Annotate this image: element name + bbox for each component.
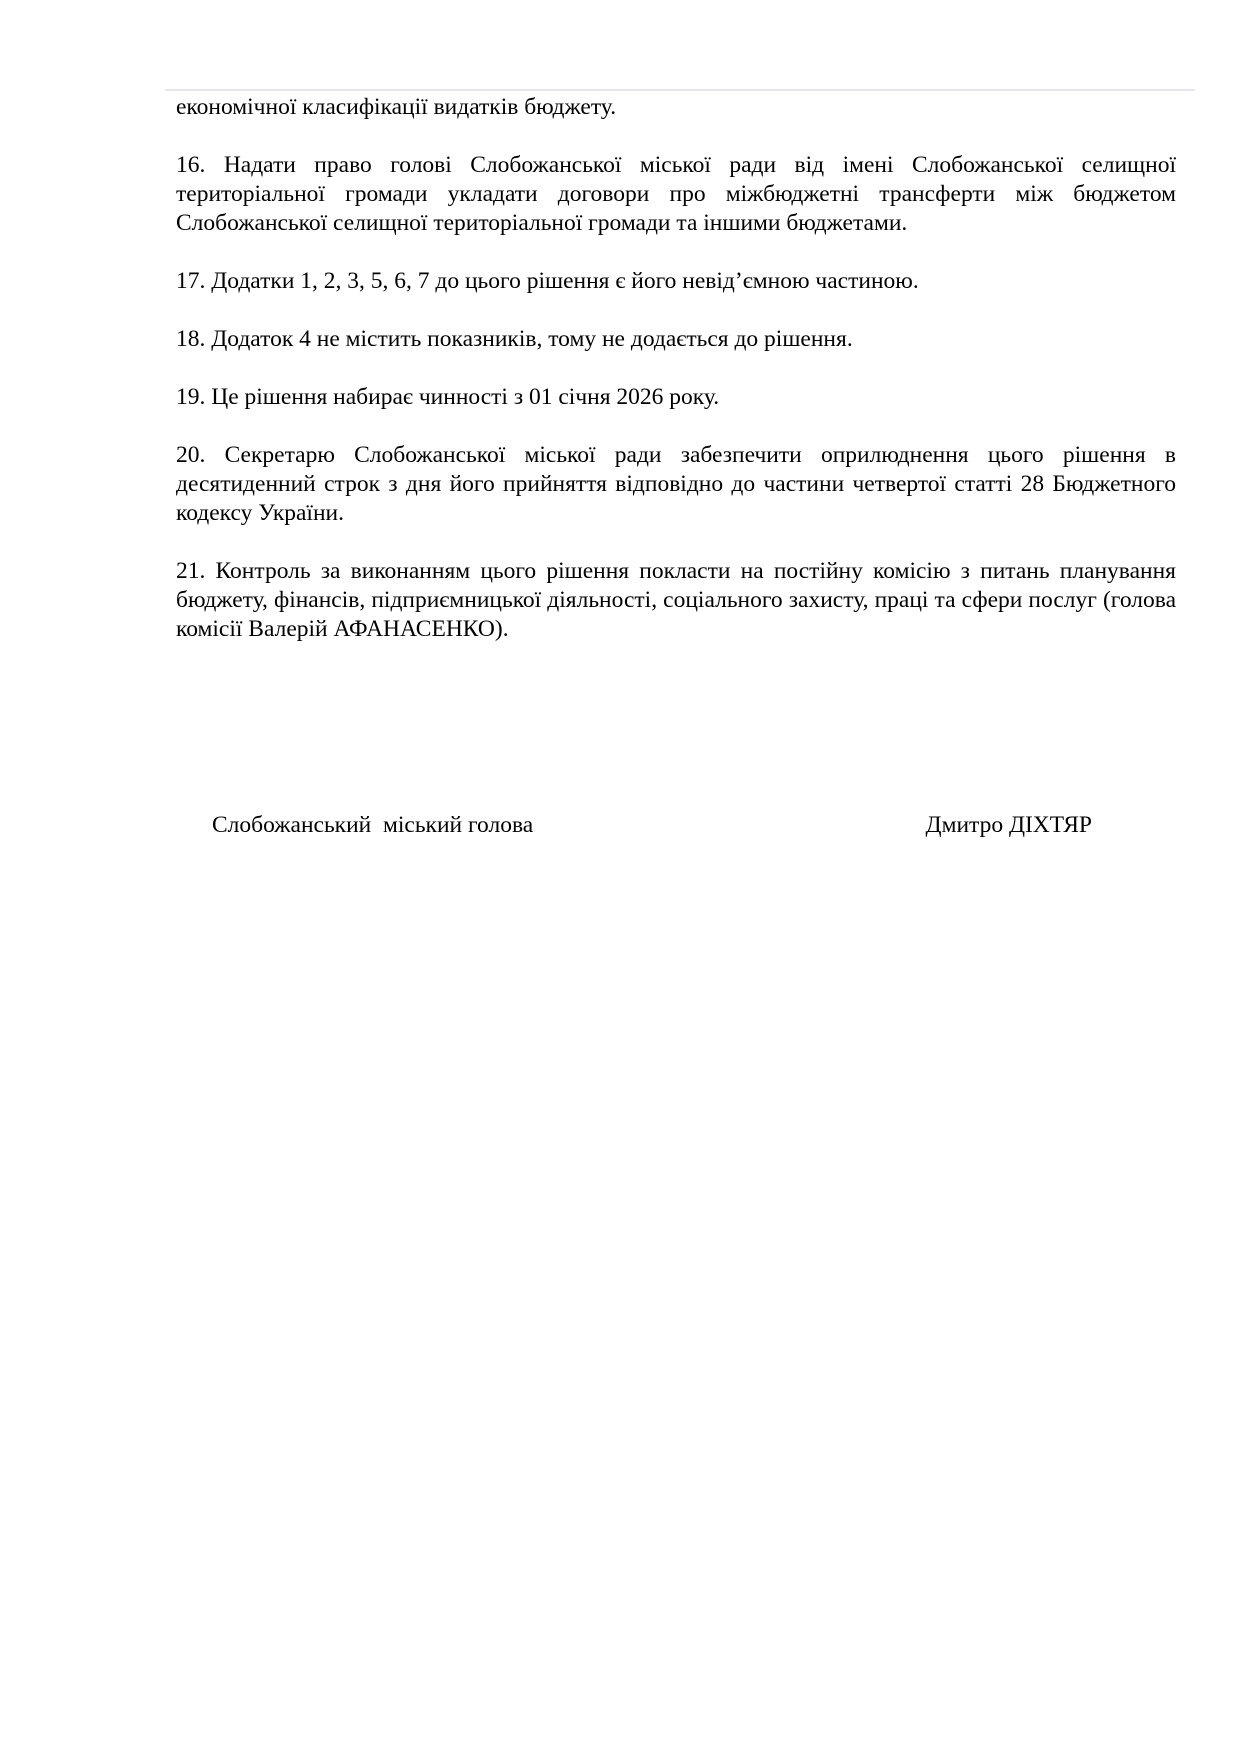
signatory-title: Слобожанський міський голова [212,812,534,838]
signatory-name: Дмитро ДІХТЯР [925,812,1092,838]
paragraph-21: 21. Контроль за виконанням цього рішення покласти на постійну комісію з питань планування бюджету, фінансів, підприємницької діяльності, соціального захисту, праці та сфери послуг (голова комісії Валерій АФАНАСЕНКО). [176,558,1176,642]
header-divider [165,89,1195,91]
paragraph-16: 16. Надати право голові Слобожанської міської ради від імені Слобожанської селищної територіальної громади укладати договори про міжбюджетні трансферти між бюджетом Слобожанської селищної територіальної громади та іншими бюджетами. [176,152,1176,236]
paragraph-19: 19. Це рішення набирає чинності з 01 січня 2026 року. [176,384,720,410]
continuation-text: економічної класифікації видатків бюджету. [176,94,617,120]
paragraph-20: 20. Секретарю Слобожанської міської ради забезпечити оприлюднення цього рішення в десятиденний строк з дня його прийняття відповідно до частини четвертої статті 28 Бюджетного кодексу України. [176,442,1176,526]
document-body [176,93,1176,673]
paragraph-17: 17. Додатки 1, 2, 3, 5, 6, 7 до цього рішення є його невід’ємною частиною. [176,268,919,294]
paragraph-18: 18. Додаток 4 не містить показників, тому не додається до рішення. [176,326,853,352]
